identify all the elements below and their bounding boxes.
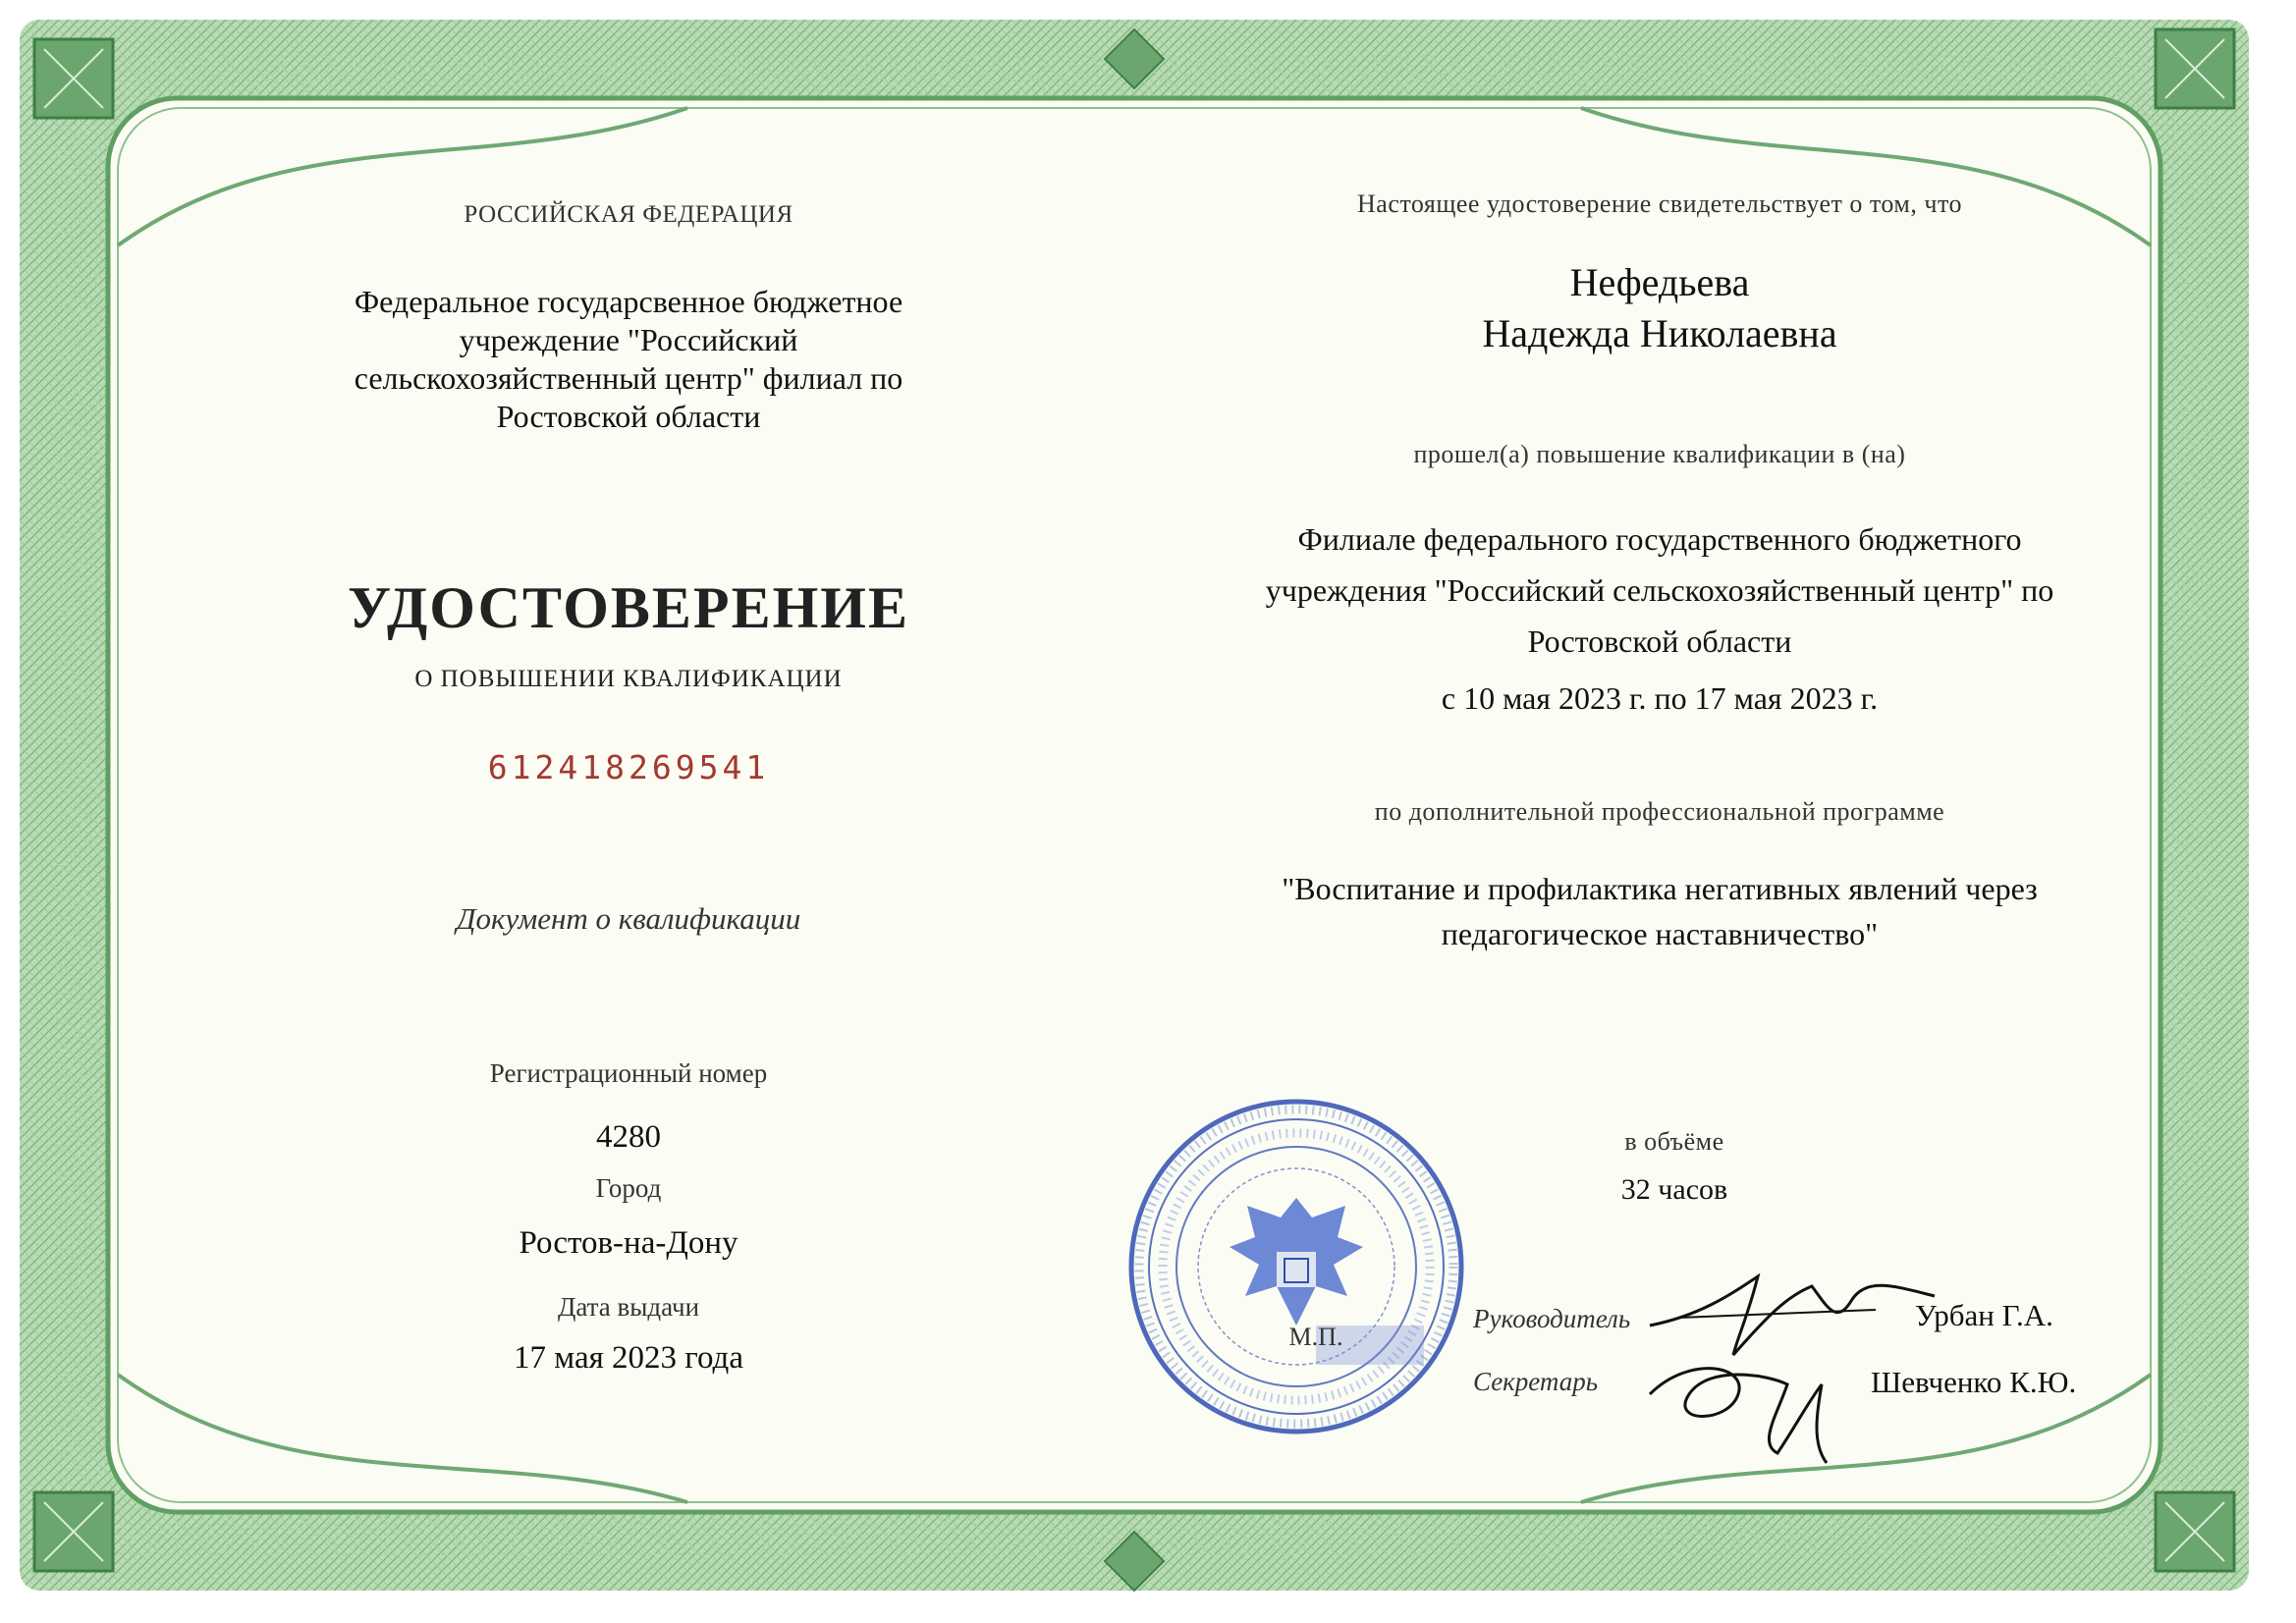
secretary-signature <box>1630 1345 1886 1473</box>
recipient-given-names: Надежда Николаевна <box>1482 311 1837 355</box>
head-name: Урбан Г.А. <box>1915 1298 2053 1332</box>
city-value: Ростов-на-Дону <box>519 1225 738 1261</box>
stamp-mark: М.П. <box>1288 1323 1343 1351</box>
serial-number: 612418269541 <box>487 748 770 786</box>
registration-label: Регистрационный номер <box>489 1058 768 1088</box>
training-period: с 10 мая 2023 г. по 17 мая 2023 г. <box>1441 680 1879 716</box>
issue-date-label: Дата выдачи <box>557 1292 700 1322</box>
recipient-surname: Нефедьева <box>1569 260 1750 304</box>
document-type: Документ о квалификации <box>456 901 801 936</box>
secretary-label: Секретарь <box>1473 1367 1599 1396</box>
document-subtitle: О ПОВЫШЕНИИ КВАЛИФИКАЦИИ <box>414 666 843 692</box>
official-stamp <box>1120 1090 1473 1443</box>
training-organization: Филиале федерального государственного бюджетного учреждения "Российский сельскохозяйственный центр" по Ростовской области <box>1265 521 2054 659</box>
issue-date: 17 мая 2023 года <box>514 1340 743 1376</box>
intro-text: Настоящее удостоверение свидетельствует о том, что <box>1357 189 1962 218</box>
city-label: Город <box>595 1173 662 1203</box>
secretary-name: Шевченко К.Ю. <box>1871 1365 2077 1399</box>
passed-text: прошел(а) повышение квалификации в (на) <box>1413 440 1906 468</box>
country-label: РОССИЙСКАЯ ФЕДЕРАЦИЯ <box>464 201 793 228</box>
recipient-name <box>1277 257 2043 359</box>
registration-number: 4280 <box>596 1119 661 1155</box>
head-label: Руководитель <box>1473 1304 1631 1333</box>
volume-value: 32 часов <box>1620 1173 1728 1206</box>
document-title: УДОСТОВЕРЕНИЕ <box>348 575 909 640</box>
program-label: по дополнительной профессиональной программе <box>1374 797 1945 826</box>
volume-label: в объёме <box>1624 1127 1724 1156</box>
institution-name: Федеральное государсвенное бюджетное учреждение "Российский сельскохозяйственный центр" филиал по Ростовской области <box>354 284 903 434</box>
program-title: "Воспитание и профилактика негативных явлений через педагогическое наставничество" <box>1282 871 2038 951</box>
